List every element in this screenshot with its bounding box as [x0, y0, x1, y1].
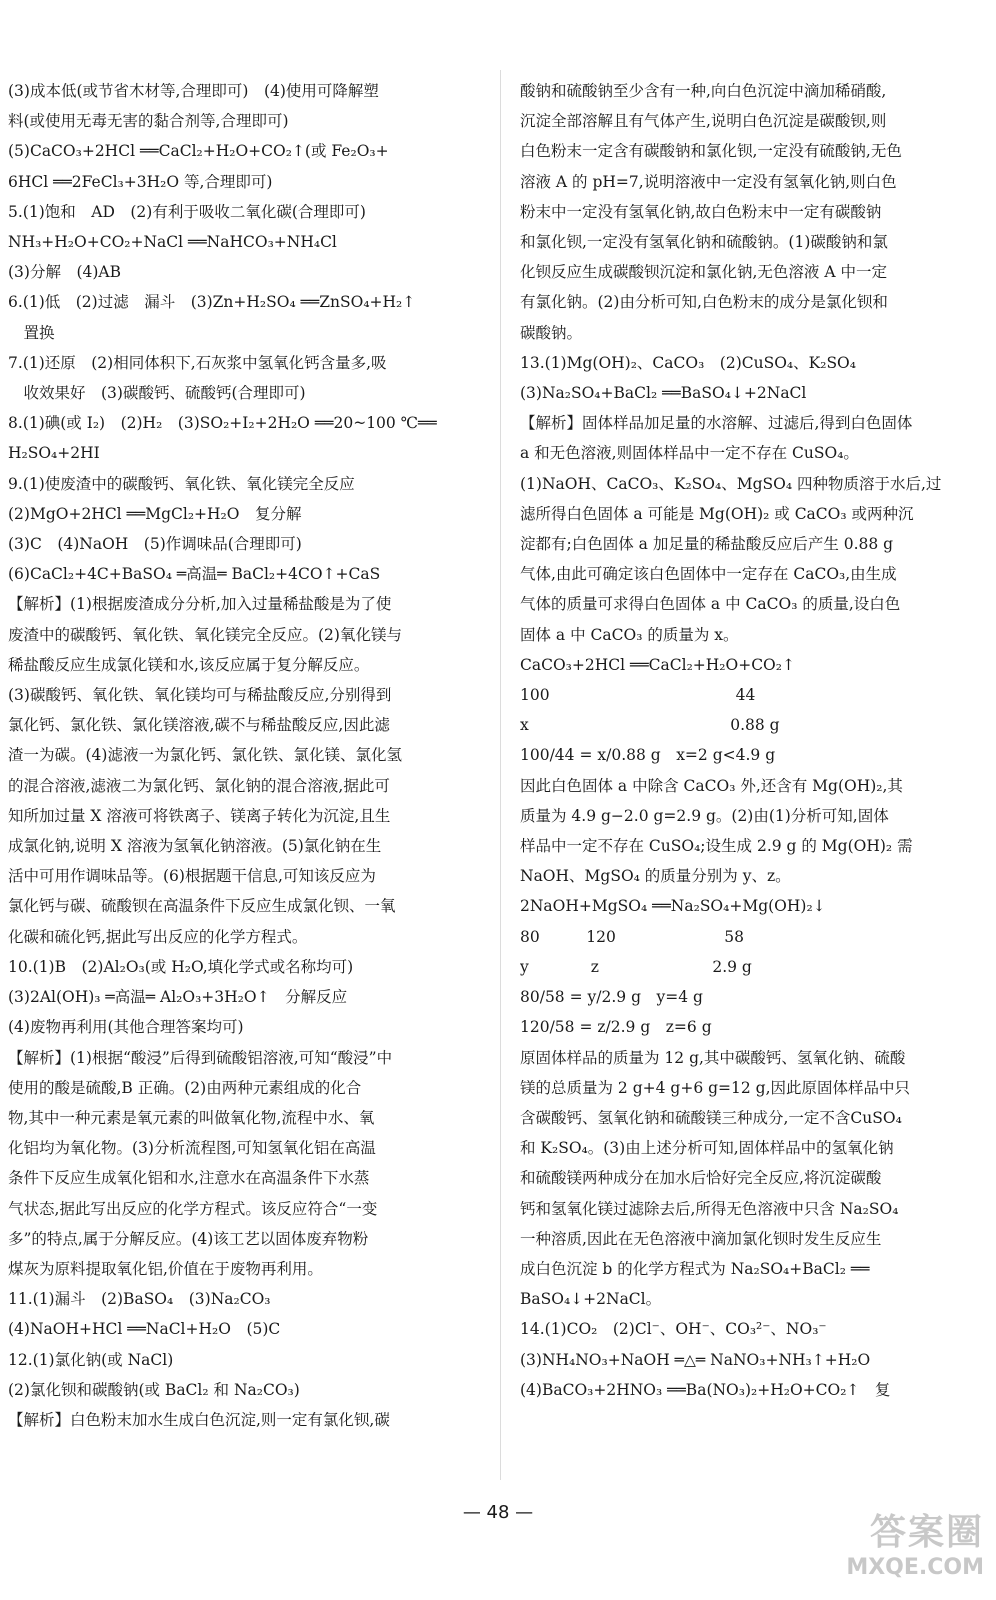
right-line: 酸钠和硫酸钠至少含有一种,向白色沉淀中滴加稀硝酸,	[520, 82, 887, 100]
left-line: (2)氯化钡和碳酸钠(或 BaCl₂ 和 Na₂CO₃)	[8, 1380, 300, 1399]
left-line: 【解析】白色粉末加水生成白色沉淀,则一定有氯化钡,碳	[8, 1410, 390, 1429]
right-line: NaOH、MgSO₄ 的质量分别为 y、z。	[520, 867, 791, 886]
left-line: 6.(1)低 (2)过滤 漏斗 (3)Zn+H₂SO₄ ══ZnSO₄+H₂↑	[8, 293, 416, 312]
left-line: (4)废物再利用(其他合理答案均可)	[8, 1018, 244, 1037]
right-line: 一种溶质,因此在无色溶液中滴加氯化钡时发生反应生	[520, 1229, 882, 1248]
watermark-logo: 答案圈	[869, 1512, 984, 1553]
right-line: BaSO₄↓+2NaCl。	[520, 1290, 662, 1309]
right-line: 淀都有;白色固体 a 加足量的稀盐酸反应后产生 0.88 g	[520, 535, 894, 554]
left-line: 氯化钙、氯化铁、氯化镁溶液,碳不与稀盐酸反应,因此滤	[8, 716, 390, 735]
left-line: 化碳和硫化钙,据此写出反应的化学方程式。	[8, 927, 308, 946]
left-line: 7.(1)还原 (2)相同体积下,石灰浆中氢氧化钙含量多,吸	[8, 353, 387, 372]
left-line: 收效果好 (3)碳酸钙、硫酸钙(合理即可)	[8, 384, 306, 403]
right-line: 和 K₂SO₄。(3)由上述分析可知,固体样品中的氢氧化钠	[520, 1139, 894, 1158]
left-line: (3)成本低(或节省木材等,合理即可) (4)使用可降解塑	[8, 82, 379, 100]
left-column	[8, 76, 484, 1435]
left-line: 6HCl ══2FeCl₃+3H₂O 等,合理即可)	[8, 172, 273, 191]
right-line: 80 120 58	[520, 927, 745, 946]
right-line: 含碳酸钙、氢氧化钠和硫酸镁三种成分,一定不含CuSO₄	[520, 1108, 902, 1127]
right-line: 120/58 = z/2.9 g z=6 g	[520, 1018, 712, 1037]
right-line: (4)BaCO₃+2HNO₃ ══Ba(NO₃)₂+H₂O+CO₂↑ 复	[520, 1380, 891, 1399]
right-line: 13.(1)Mg(OH)₂、CaCO₃ (2)CuSO₄、K₂SO₄	[520, 353, 856, 372]
right-line: 100 44	[520, 686, 756, 705]
left-line: (5)CaCO₃+2HCl ══CaCl₂+H₂O+CO₂↑(或 Fe₂O₃+	[8, 142, 389, 161]
watermark-site: MXQE.COM	[846, 1555, 984, 1580]
right-line: 气体,由此可确定该白色固体中一定存在 CaCO₃,由生成	[520, 565, 897, 584]
left-line: 稀盐酸反应生成氯化镁和水,该反应属于复分解反应。	[8, 655, 370, 674]
left-line: 8.(1)碘(或 I₂) (2)H₂ (3)SO₂+I₂+2H₂O ══20~100 ℃══	[8, 414, 437, 433]
right-line: 100/44 = x/0.88 g x=2 g<4.9 g	[520, 746, 776, 765]
right-line: 80/58 = y/2.9 g y=4 g	[520, 988, 703, 1007]
left-line: 渣一为碳。(4)滤液一为氯化钙、氯化铁、氯化镁、氯化氢	[8, 746, 402, 765]
left-line: 【解析】(1)根据废渣成分分析,加入过量稀盐酸是为了使	[8, 595, 392, 614]
left-line: 气状态,据此写出反应的化学方程式。该反应符合“一变	[8, 1199, 378, 1218]
left-line: 化铝均为氧化物。(3)分析流程图,可知氢氧化铝在高温	[8, 1139, 376, 1158]
left-line: 氯化钙与碳、硫酸钡在高温条件下反应生成氯化钡、一氧	[8, 897, 396, 916]
left-line: 10.(1)B (2)Al₂O₃(或 H₂O,填化学式或名称均可)	[8, 957, 354, 976]
left-line: 使用的酸是硫酸,B 正确。(2)由两种元素组成的化合	[8, 1078, 362, 1097]
right-line: 成白色沉淀 b 的化学方程式为 Na₂SO₄+BaCl₂ ══	[520, 1259, 870, 1278]
page-number: — 48 —	[462, 1502, 534, 1523]
right-line: (3)NH₄NO₃+NaOH ═△═ NaNO₃+NH₃↑+H₂O	[520, 1350, 871, 1369]
left-line: 的混合溶液,滤液二为氯化钙、氯化钠的混合溶液,据此可	[8, 776, 390, 795]
column-divider	[500, 70, 501, 1480]
left-line: 11.(1)漏斗 (2)BaSO₄ (3)Na₂CO₃	[8, 1290, 271, 1309]
left-line: (3)C (4)NaOH (5)作调味品(合理即可)	[8, 535, 302, 554]
right-line: 粉末中一定没有氢氧化钠,故白色粉末中一定有碳酸钠	[520, 202, 882, 221]
right-line: 钙和氢氧化镁过滤除去后,所得无色溶液中只含 Na₂SO₄	[520, 1199, 899, 1218]
right-line: 碳酸钠。	[520, 323, 583, 342]
left-line: (4)NaOH+HCl ══NaCl+H₂O (5)C	[8, 1320, 281, 1339]
left-line: (6)CaCl₂+4C+BaSO₄ ═高温═ BaCl₂+4CO↑+CaS	[8, 565, 381, 584]
right-line: x 0.88 g	[520, 716, 780, 735]
right-line: 14.(1)CO₂ (2)Cl⁻、OH⁻、CO₃²⁻、NO₃⁻	[520, 1320, 827, 1339]
right-line: 2NaOH+MgSO₄ ══Na₂SO₄+Mg(OH)₂↓	[520, 897, 826, 916]
right-line: 气体的质量可求得白色固体 a 中 CaCO₃ 的质量,设白色	[520, 595, 901, 614]
right-line: (1)NaOH、CaCO₃、K₂SO₄、MgSO₄ 四种物质溶于水后,过	[520, 474, 942, 493]
right-line: (3)Na₂SO₄+BaCl₂ ══BaSO₄↓+2NaCl	[520, 384, 807, 403]
right-line: 质量为 4.9 g−2.0 g=2.9 g。(2)由(1)分析可知,固体	[520, 806, 889, 825]
left-line: 9.(1)使废渣中的碳酸钙、氧化铁、氧化镁完全反应	[8, 474, 355, 493]
left-line: 物,其中一种元素是氧元素的叫做氧化物,流程中水、氧	[8, 1108, 375, 1127]
left-line: 12.(1)氯化钠(或 NaCl)	[8, 1350, 174, 1369]
right-line: 滤所得白色固体 a 可能是 Mg(OH)₂ 或 CaCO₃ 或两种沉	[520, 504, 914, 523]
right-column	[520, 76, 986, 1405]
watermark	[834, 1512, 984, 1592]
right-line: CaCO₃+2HCl ══CaCl₂+H₂O+CO₂↑	[520, 655, 795, 674]
left-line: 多”的特点,属于分解反应。(4)该工艺以固体废弃物粉	[8, 1229, 369, 1248]
right-line: 有氯化钠。(2)由分析可知,白色粉末的成分是氯化钡和	[520, 293, 888, 312]
left-line: 活中可用作调味品等。(6)根据题干信息,可知该反应为	[8, 867, 376, 886]
right-line: 和氯化钡,一定没有氢氧化钠和硫酸钠。(1)碳酸钠和氯	[520, 233, 888, 252]
left-line: (2)MgO+2HCl ══MgCl₂+H₂O 复分解	[8, 504, 302, 523]
left-line: 5.(1)饱和 AD (2)有利于吸收二氧化碳(合理即可)	[8, 202, 366, 221]
right-line: 固体 a 中 CaCO₃ 的质量为 x。	[520, 625, 739, 644]
right-line: y z 2.9 g	[520, 957, 752, 976]
right-line: 镁的总质量为 2 g+4 g+6 g=12 g,因此原固体样品中只	[520, 1078, 911, 1097]
right-line: 和硫酸镁两种成分在加水后恰好完全反应,将沉淀碳酸	[520, 1169, 882, 1188]
right-line: 【解析】固体样品加足量的水溶解、过滤后,得到白色固体	[520, 414, 913, 433]
right-line: 白色粉末一定含有碳酸钠和氯化钡,一定没有硫酸钠,无色	[520, 142, 902, 161]
left-line: H₂SO₄+2HI	[8, 444, 100, 463]
left-line: 【解析】(1)根据“酸浸”后得到硫酸铝溶液,可知“酸浸”中	[8, 1048, 393, 1067]
left-line: (3)分解 (4)AB	[8, 263, 121, 282]
left-line: 煤灰为原料提取氧化铝,价值在于废物再利用。	[8, 1259, 323, 1278]
left-line: 置换	[8, 323, 55, 342]
right-line: 原固体样品的质量为 12 g,其中碳酸钙、氢氧化钠、硫酸	[520, 1048, 906, 1067]
right-line: 化钡反应生成碳酸钡沉淀和氯化钠,无色溶液 A 中一定	[520, 263, 887, 282]
left-line: (3)碳酸钙、氧化铁、氧化镁均可与稀盐酸反应,分别得到	[8, 686, 392, 705]
right-line: 样品中一定不存在 CuSO₄;设生成 2.9 g 的 Mg(OH)₂ 需	[520, 837, 913, 856]
left-line: 废渣中的碳酸钙、氧化铁、氧化镁完全反应。(2)氧化镁与	[8, 625, 402, 644]
left-line: 条件下反应生成氧化铝和水,注意水在高温条件下水蒸	[8, 1169, 370, 1188]
left-line: (3)2Al(OH)₃ ═高温═ Al₂O₃+3H₂O↑ 分解反应	[8, 988, 348, 1007]
left-line: NH₃+H₂O+CO₂+NaCl ══NaHCO₃+NH₄Cl	[8, 233, 337, 252]
left-line: 知所加过量 X 溶液可将铁离子、镁离子转化为沉淀,且生	[8, 806, 391, 825]
left-line: 料(或使用无毒无害的黏合剂等,合理即可)	[8, 112, 289, 131]
right-line: a 和无色溶液,则固体样品中一定不存在 CuSO₄。	[520, 444, 859, 463]
right-line: 溶液 A 的 pH=7,说明溶液中一定没有氢氧化钠,则白色	[520, 172, 897, 191]
right-line: 沉淀全部溶解且有气体产生,说明白色沉淀是碳酸钡,则	[520, 112, 887, 131]
left-line: 成氯化钠,说明 X 溶液为氢氧化钠溶液。(5)氯化钠在生	[8, 837, 382, 856]
right-line: 因此白色固体 a 中除含 CaCO₃ 外,还含有 Mg(OH)₂,其	[520, 776, 903, 795]
